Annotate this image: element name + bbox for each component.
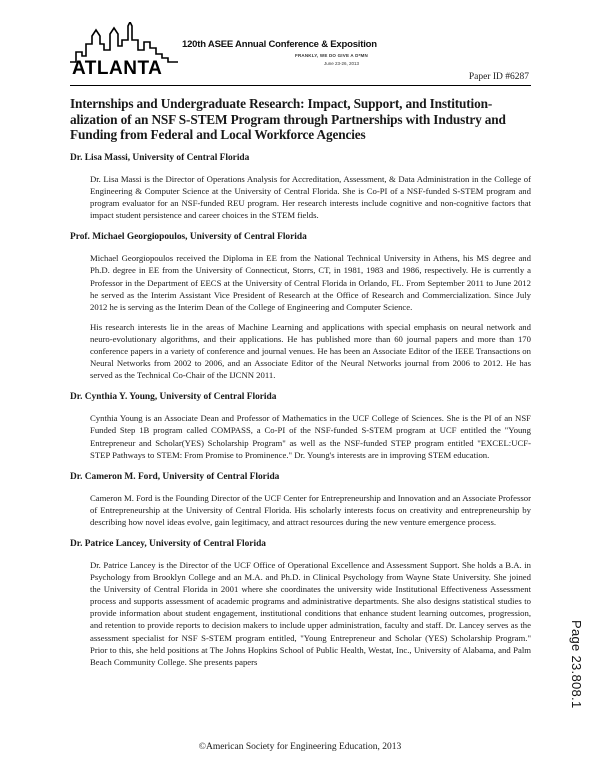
conference-title: 120th ASEE Annual Conference & Exposition: [182, 39, 377, 50]
side-page-number: Page 23.808.1: [569, 620, 584, 709]
author-name: Prof. Michael Georgiopoulos, University of Central Florida: [70, 232, 307, 243]
author-bio: Cynthia Young is an Associate Dean and Professor of Mathematics in the UCF College of Sciences. She is the PI of an NSF Funded Step 1B program called COMPASS, a Co-PI of the NSF-funded S-STEM program at UCF entitled the "Young Entrepreneur and Scholar(YES) Scholarship Program" as well as the NSF-funded STEP program entitled "EXCEL:UCF-STEP Pathways to STEM: From Promise to Prominence." Dr. Young's interests are in improving STEM education.: [90, 413, 531, 460]
city-logo-text: ATLANTA: [72, 58, 163, 79]
paper-id: Paper ID #6287: [468, 72, 529, 82]
conference-tagline: FRANKLY, WE DO GIVE A D*MN: [295, 53, 368, 58]
conference-date: June 23-26, 2013: [324, 61, 360, 66]
author-entry: [70, 471, 531, 528]
author-entry: [70, 538, 531, 668]
author-bio: His research interests lie in the areas of Machine Learning and applications with special emphasis on neural network and neuro-evolutionary algorithms, and their applications. He has published more than 60 journal papers and more than 170 conference papers in a variety of conference and journal venues. He has been an Associate Editor of the IEEE Transactions on Neural Networks from 2002 to 2006, and an Associate Editor of the Neural Networks journal from 2006 to 2012. He has served as the Technical Co-Chair of the IJCNN 2011.: [90, 321, 531, 381]
author-entry: [70, 152, 531, 221]
author-entry: [70, 231, 531, 381]
author-name: Dr. Cynthia Y. Young, University of Central Florida: [70, 392, 277, 403]
author-bio: Dr. Lisa Massi is the Director of Operations Analysis for Accreditation, Assessment, & Data Administration in the College of Engineering & Computer Science at the University of Central Florida. She is Co-PI of a NSF-funded S-STEM program and program evaluator for an NSF-funded REU program. Her research interests include cognitive and non-cognitive factors that impact student persistence and career choices in the STEM fields.: [90, 174, 531, 221]
header-divider: [70, 85, 531, 86]
author-name: Dr. Patrice Lancey, University of Central Florida: [70, 538, 266, 549]
author-bio: Michael Georgiopoulos received the Diploma in EE from the National Technical University in Athens, his MS degree and Ph.D. degree in EE from the University of Connecticut, Storrs, CT, in 1981, 1983 and 1986, respectively. He is currently a Professor in the Department of EECS at the University of Central Florida in Orlando, FL. From September 2011 to June 2012 he served as the Interim Assistant Vice President of Research at the Office of Research and Commercialization. Since July 2012 he is serving as the Interim Dean of the College of Engineering and Computer Science.: [90, 253, 531, 312]
author-entry: [70, 391, 531, 460]
author-bio: Cameron M. Ford is the Founding Director of the UCF Center for Entrepreneurship and Innovation and an Associate Professor of Entrepreneurship at the University of Central Florida. His scholarly interests focus on creativity and entrepreneurship by describing how novel ideas evolve, gain legitimacy, and attract resources during the new venture emergence process.: [90, 492, 531, 527]
author-bio: Dr. Patrice Lancey is the Director of the UCF Office of Operational Excellence and Assessment Support. She holds a B.A. in Psychology from Brooklyn College and an M.A. and Ph.D. in Clinical Psychology from Wayne State University. She joined the University of Central Florida in 2001 where she coordinates the university wide Institutional Effectiveness Assessment process and supports assessment of academic programs and administrative departments. She also designs statistical studies to provide information about student engagement, institutional conditions that enhance student learning outcomes, progression, and retention to provide reports to decision makers to include upper administration, faculty and staff. Dr. Lancey serves as the assessment specialist for NSF S-STEM program entitled, "Young Entrepreneur and Scholar (YES) Scholarship Program." Prior to this, she held positions at The Johns Hopkins School of Public Health, Westat, Inc., University of Alabama, and Palm Beach Community College. She presents papers: [90, 559, 531, 667]
author-name: Dr. Cameron M. Ford, University of Central Florida: [70, 471, 280, 482]
paper-title: Internships and Undergraduate Research: Impact, Support, and Institution-alization of an NSF S-STEM Program through Partnerships with Industry and Funding from Federal and Local Workforce Agencies: [70, 96, 506, 142]
copyright-footer: ©American Society for Engineering Education, 2013: [198, 742, 402, 752]
author-list: [70, 152, 531, 678]
author-name: Dr. Lisa Massi, University of Central Florida: [70, 153, 250, 163]
